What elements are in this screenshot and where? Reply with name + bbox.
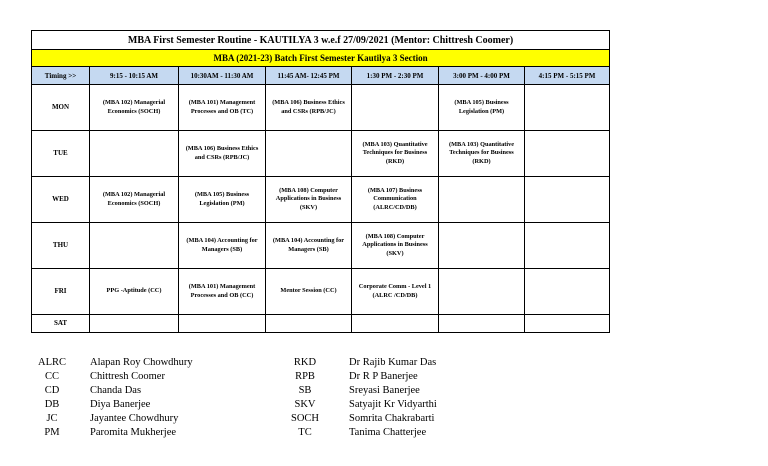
legend-name: Tanima Chatterjee	[349, 427, 427, 438]
class-cell	[179, 315, 266, 333]
header-slot-6: 4:15 PM - 5:15 PM	[525, 67, 610, 85]
class-cell	[525, 85, 610, 131]
table-row	[32, 85, 610, 131]
day-label: FRI	[32, 269, 90, 315]
legend-abbr: JC	[46, 413, 58, 424]
legend-name: Satyajit Kr Vidyarthi	[349, 399, 437, 410]
legend-name: Somrita Chakrabarti	[349, 413, 435, 424]
class-cell	[525, 269, 610, 315]
class-cell: (MBA 101) Management Processes and OB (CC)	[179, 269, 266, 315]
class-cell: (MBA 104) Accounting for Managers (SB)	[266, 223, 352, 269]
header-slot-4: 1:30 PM - 2:30 PM	[352, 67, 439, 85]
legend-abbr: ALRC	[37, 357, 66, 368]
class-cell	[439, 177, 525, 223]
table-row	[32, 131, 610, 177]
class-cell	[525, 131, 610, 177]
legend-abbr: PM	[44, 427, 60, 438]
legend-name: Chittresh Coomer	[90, 371, 165, 382]
legend-name: Alapan Roy Chowdhury	[90, 357, 193, 368]
class-cell	[525, 315, 610, 333]
day-label: THU	[32, 223, 90, 269]
class-cell: (MBA 102) Managerial Economics (SOCH)	[90, 85, 179, 131]
class-cell: (MBA 104) Accounting for Managers (SB)	[179, 223, 266, 269]
header-slot-5: 3:00 PM - 4:00 PM	[439, 67, 525, 85]
routine-title: MBA First Semester Routine - KAUTILYA 3 w.e.f 27/09/2021 (Mentor: Chittresh Coomer)	[32, 31, 610, 50]
class-cell: (MBA 107) Business Communication (ALRC/CD/DB)	[352, 177, 439, 223]
batch-heading: MBA (2021-23) Batch First Semester Kautilya 3 Section	[32, 50, 610, 67]
legend-abbr: TC	[298, 427, 312, 438]
day-label: WED	[32, 177, 90, 223]
class-cell: Mentor Session (CC)	[266, 269, 352, 315]
class-cell	[352, 315, 439, 333]
class-cell: Corporate Comm - Level 1 (ALRC /CD/DB)	[352, 269, 439, 315]
legend-abbr: SKV	[294, 399, 316, 410]
class-cell	[525, 223, 610, 269]
table-row	[32, 315, 610, 333]
legend-abbr: RPB	[295, 371, 315, 382]
header-timing: Timing >>	[32, 67, 90, 85]
class-cell: (MBA 101) Management Processes and OB (TC)	[179, 85, 266, 131]
class-cell: (MBA 106) Business Ethics and CSRs (RPB/JC)	[179, 131, 266, 177]
legend-abbr: CC	[44, 371, 59, 382]
header-slot-2: 10:30AM - 11:30 AM	[179, 67, 266, 85]
legend-name: Jayantee Chowdhury	[90, 413, 179, 424]
class-cell: (MBA 105) Business Legislation (PM)	[179, 177, 266, 223]
day-label: SAT	[32, 315, 90, 333]
class-cell: PPG -Aptitude (CC)	[90, 269, 179, 315]
class-cell	[525, 177, 610, 223]
legend-name: Dr Rajib Kumar Das	[349, 357, 437, 368]
header-slot-1: 9:15 - 10:15 AM	[90, 67, 179, 85]
class-cell	[352, 85, 439, 131]
header-slot-3: 11:45 AM- 12:45 PM	[266, 67, 352, 85]
class-cell: (MBA 106) Business Ethics and CSRs (RPB/JC)	[266, 85, 352, 131]
class-cell: (MBA 105) Business Legislation (PM)	[439, 85, 525, 131]
table-row	[32, 269, 610, 315]
class-cell	[90, 223, 179, 269]
legend-abbr: SB	[298, 385, 312, 396]
legend-abbr: CD	[44, 385, 60, 396]
legend-abbr: SOCH	[290, 413, 319, 424]
legend-abbr: DB	[44, 399, 60, 410]
day-label: TUE	[32, 131, 90, 177]
class-cell: (MBA 102) Managerial Economics (SOCH)	[90, 177, 179, 223]
table-row	[32, 223, 610, 269]
legend-abbr: RKD	[293, 357, 317, 368]
day-label: MON	[32, 85, 90, 131]
class-cell: (MBA 103) Quantitative Techniques for Business (RKD)	[352, 131, 439, 177]
class-cell	[266, 131, 352, 177]
class-cell: (MBA 103) Quantitative Techniques for Business (RKD)	[439, 131, 525, 177]
class-cell	[90, 315, 179, 333]
routine-table	[31, 30, 610, 333]
class-cell	[266, 315, 352, 333]
class-cell	[439, 269, 525, 315]
legend-name: Chanda Das	[90, 385, 142, 396]
class-cell	[90, 131, 179, 177]
class-cell: (MBA 108) Computer Applications in Business (SKV)	[266, 177, 352, 223]
class-cell	[439, 223, 525, 269]
legend-name: Paromita Mukherjee	[90, 427, 177, 438]
table-row	[32, 177, 610, 223]
legend-name: Diya Banerjee	[90, 399, 151, 410]
class-cell	[439, 315, 525, 333]
legend-name: Dr R P Banerjee	[349, 371, 418, 382]
class-cell: (MBA 108) Computer Applications in Business (SKV)	[352, 223, 439, 269]
legend-name: Sreyasi Banerjee	[349, 385, 420, 396]
